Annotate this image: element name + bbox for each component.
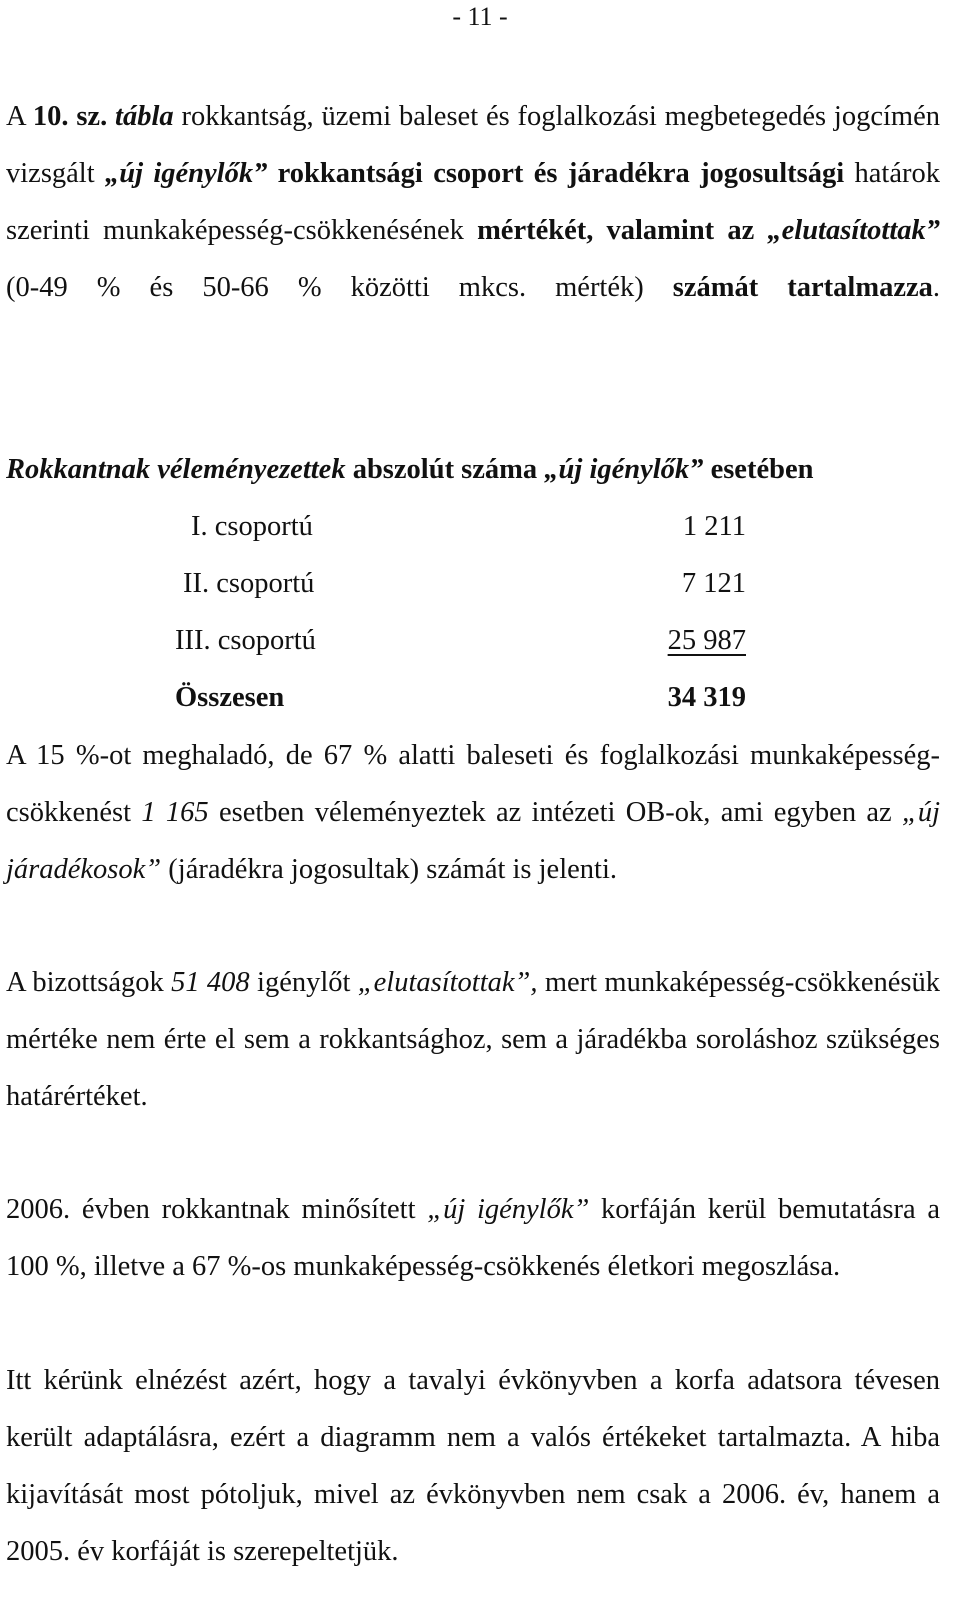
- paragraph-apology: Itt kérünk elnézést azért, hogy a tavalyi évkönyvben a korfa adatsora tévesen került adaptálásra, ezért a diagramm nem a valós értékeket tartalmazta. A hiba kijavítását most pótoljuk, mivel az évkönyvben nem csak a 2006. év, hanem a 2005. év korfáját is szerepeltetjük.: [6, 1365, 940, 1567]
- row-label: I. csoportú: [191, 511, 313, 542]
- table-row: [0, 555, 960, 612]
- new-applicants-term: „új igénylők”: [104, 158, 268, 189]
- new-pensioners-term: „új járadékosok”: [6, 797, 940, 885]
- row-value: 25 987: [667, 625, 746, 656]
- heading-italic: Rokkantnak véleményezettek: [6, 454, 346, 485]
- rejected-term: „elutasítottak”,: [357, 967, 538, 998]
- total-value: 34 319: [667, 682, 746, 713]
- heading-bold: esetében: [703, 454, 814, 485]
- section-heading: [6, 441, 813, 498]
- total-row: [0, 669, 960, 726]
- total-label: Összesen: [175, 682, 285, 713]
- row-value: 1 211: [682, 511, 746, 542]
- count-value: 1 165: [141, 797, 209, 828]
- paragraph-age-pyramid: 2006. évben rokkantnak minősített „új igénylők” korfáján kerül bemutatásra a 100 %, illetve a 67 %-os munkaképesség-csökkenés életkori megoszlása.: [6, 1194, 941, 1282]
- table-row: [0, 498, 960, 555]
- bold-run: számát tartalmazza: [672, 272, 933, 303]
- heading-bold: abszolút száma: [345, 454, 545, 485]
- paragraph-accident: A 15 %-ot meghaladó, de 67 % alatti baleseti és foglalkozási munkaképesség-csökkenést 1 165 esetben véleményeztek az intézeti OB-ok, ami egyben az „új járadékosok” (járadékra jogosultak) számát is jelenti.: [6, 740, 940, 885]
- new-applicants-term: „új igénylők”: [427, 1194, 590, 1225]
- text-run: A: [6, 101, 33, 132]
- heading-term: „új igénylők”: [544, 454, 704, 485]
- paragraph-rejected: A bizottságok 51 408 igénylőt „elutasítottak”, mert munkaképesség-csökkenésük mértéke nem érte el sem a rokkantsághoz, sem a járadékba soroláshoz szükséges határértéket.: [6, 967, 940, 1112]
- table-row: [0, 612, 960, 669]
- intro-paragraph: A 10. sz. tábla rokkantság, üzemi baleset és foglalkozási megbetegedés jogcímén vizsgált „új igénylők” rokkantsági csoport és járadékra jogosultsági határok szerinti munkaképesség-csökkenésének mértékét, valamint az „elutasítottak” (0-49 % és 50-66 % közötti mkcs. mérték) számát tartalmazza.: [6, 101, 941, 303]
- row-label: II. csoportú: [183, 568, 315, 599]
- table-word: tábla: [115, 101, 174, 132]
- row-value: 7 121: [681, 568, 746, 599]
- table-reference: 10. sz.: [32, 101, 108, 132]
- text-run: határok szerinti munkaképesség-csökkenésének: [6, 158, 940, 246]
- row-label: III. csoportú: [175, 625, 316, 656]
- rejected-term: „elutasítottak”: [767, 215, 940, 246]
- text-run: (0-49 % és 50-66 % közötti mkcs. mérték): [6, 272, 673, 303]
- page-number: - 11 -: [452, 2, 508, 31]
- text-run: rokkantság, üzemi baleset és foglalkozási megbetegedés jogcímén vizsgált: [6, 101, 940, 189]
- bold-run: rokkantsági csoport és járadékra jogosultsági: [267, 158, 845, 189]
- count-value: 51 408: [171, 967, 250, 998]
- bold-run: mértékét, valamint az: [477, 215, 755, 246]
